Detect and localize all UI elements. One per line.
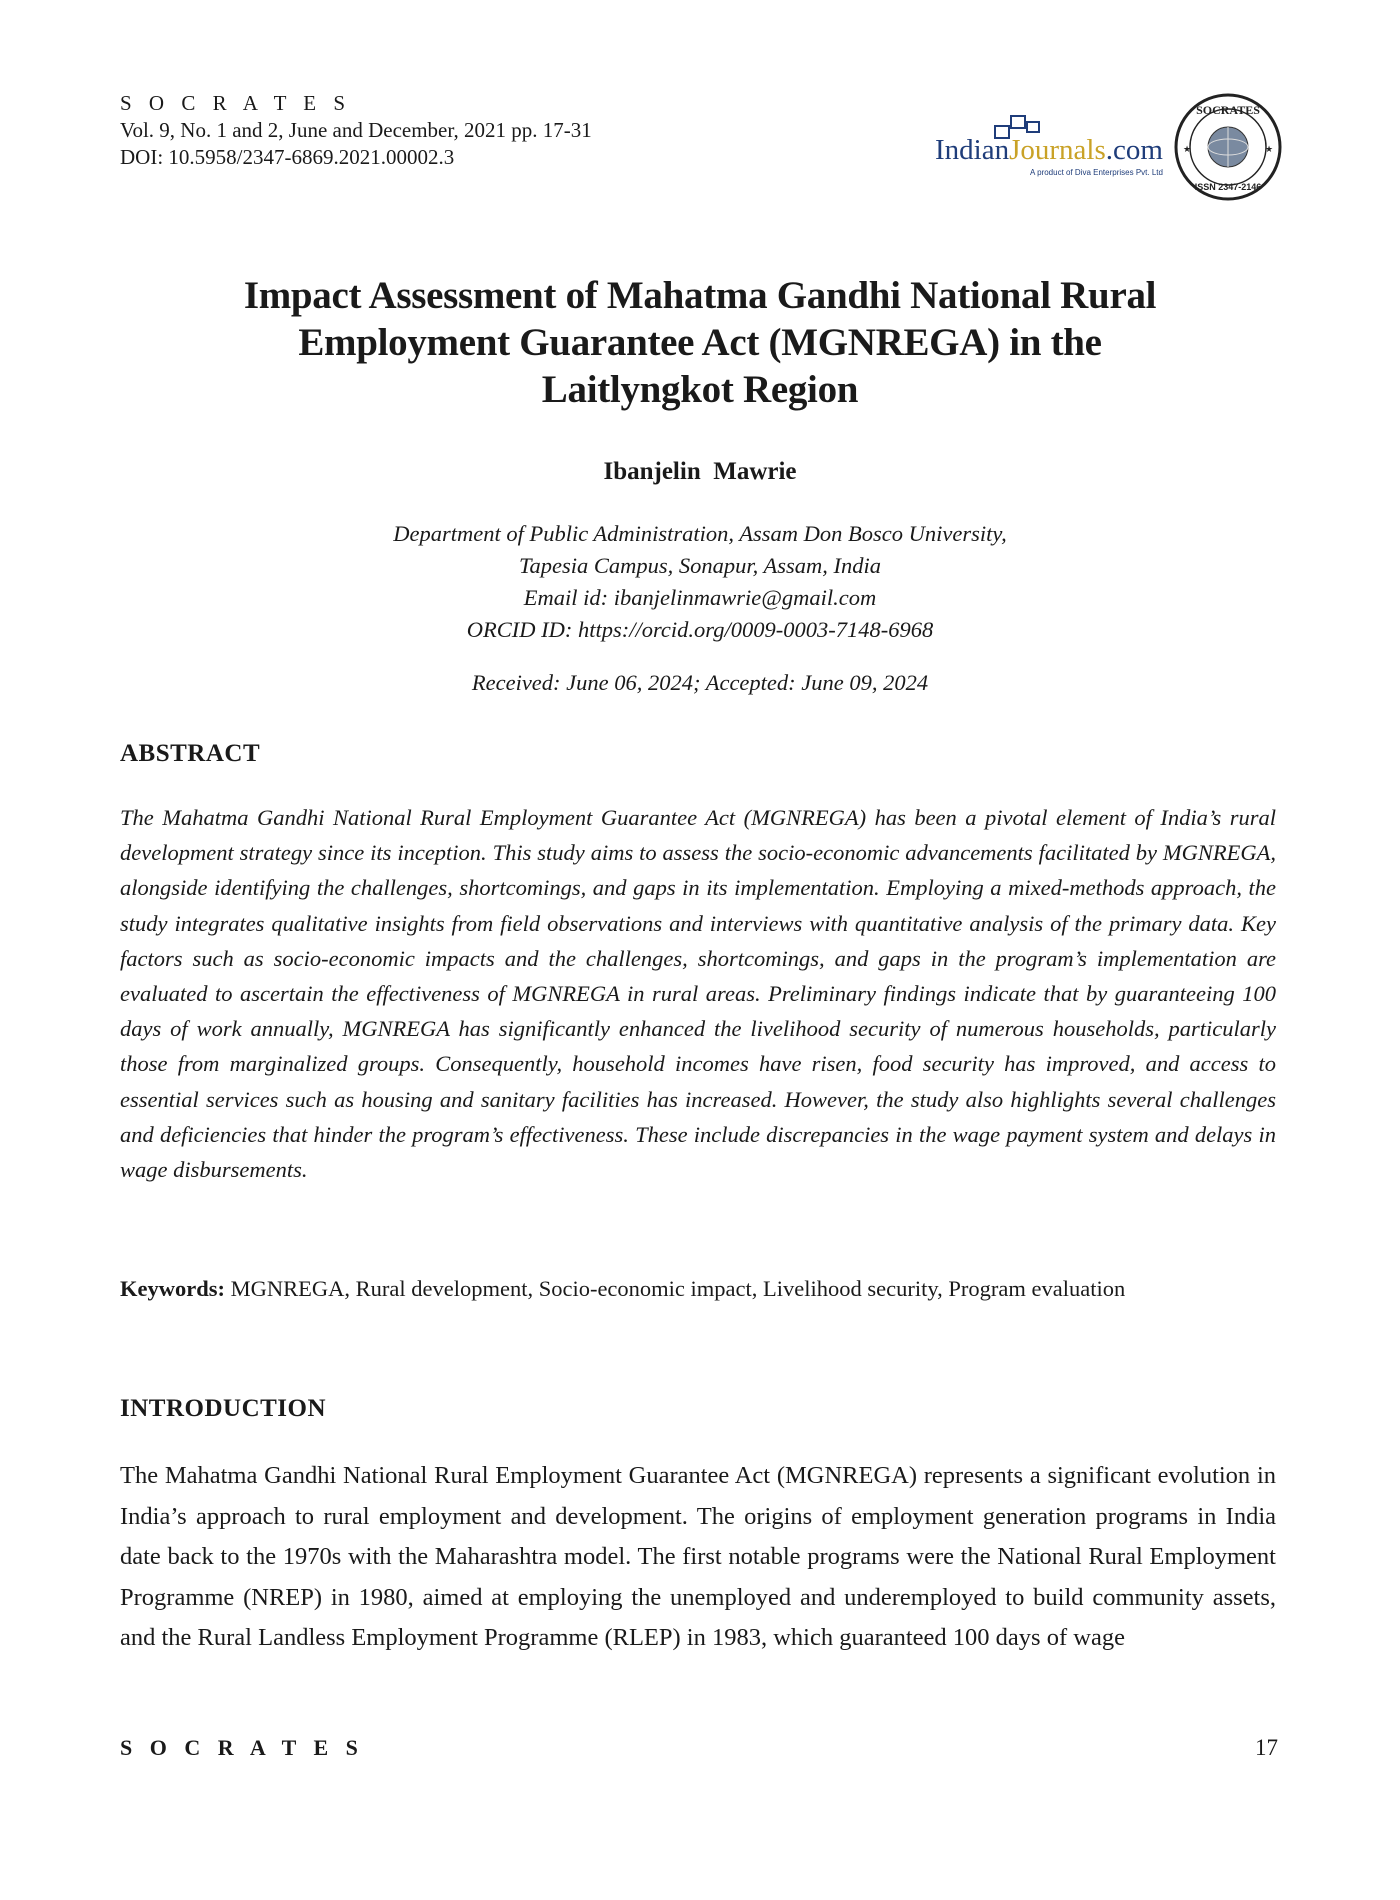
- logo-wordmark: IndianJournals.com: [935, 134, 1163, 166]
- svg-text:★: ★: [1264, 144, 1274, 154]
- introduction-heading: INTRODUCTION: [120, 1395, 327, 1422]
- keywords: [120, 1270, 1276, 1308]
- seal-bottom-text: ISSN 2347-2146: [1194, 182, 1262, 192]
- affiliation-line: Department of Public Administration, Assam Don Bosco University,: [393, 521, 1007, 546]
- footer-journal-name: S O C R A T E S: [120, 1735, 364, 1760]
- volume-info: Vol. 9, No. 1 and 2, June and December, 2021 pp. 17-31: [120, 118, 592, 142]
- keywords-list: MGNREGA, Rural development, Socio-economic impact, Livelihood security, Program evaluation: [225, 1276, 1126, 1301]
- author-name: Ibanjelin Mawrie: [603, 458, 797, 485]
- affiliation-line: Tapesia Campus, Sonapur, Assam, India: [519, 553, 881, 578]
- socrates-seal: [1173, 92, 1283, 202]
- indianjournals-logo: [935, 112, 1175, 182]
- journal-name: S O C R A T E S: [120, 91, 352, 115]
- logo-tagline: A product of Diva Enterprises Pvt. Ltd: [1030, 168, 1163, 177]
- title-line: Laitlyngkot Region: [541, 368, 859, 411]
- doi: DOI: 10.5958/2347-6869.2021.00002.3: [120, 145, 455, 169]
- article-title: [120, 272, 1280, 413]
- orcid-line: ORCID ID: https://orcid.org/0009-0003-7148-6968: [466, 617, 934, 642]
- author-affiliation: [120, 518, 1280, 646]
- svg-text:★: ★: [1182, 144, 1192, 154]
- abstract-text: The Mahatma Gandhi National Rural Employment Guarantee Act (MGNREGA) has been a pivotal element of India’s rural development strategy since its inception. This study aims to assess the socio-economic advancements facilitated by MGNREGA, alongside identifying the challenges, shortcomings, and gaps in its implementation. Employing a mixed-methods approach, the study integrates qualitative insights from field observations and interviews with quantitative analysis of the primary data. Key factors such as socio-economic impacts and the challenges, shortcomings, and gaps in the program’s implementation are evaluated to ascertain the effectiveness of MGNREGA in rural areas. Preliminary findings indicate that by guaranteeing 100 days of work annually, MGNREGA has significantly enhanced the livelihood security of numerous households, particularly those from marginalized groups. Consequently, household incomes have risen, food security has improved, and access to essential services such as housing and sanitary facilities has increased. However, the study also highlights several challenges and deficiencies that hinder the program’s effectiveness. These include discrepancies in the wage payment system and delays in wage disbursements.: [120, 805, 1276, 1183]
- publisher-logos: [935, 92, 1280, 212]
- title-line: Impact Assessment of Mahatma Gandhi National Rural: [243, 274, 1157, 317]
- page-number: 17: [1255, 1735, 1278, 1760]
- received-accepted-dates: Received: June 06, 2024; Accepted: June 09, 2024: [471, 670, 929, 695]
- title-line: Employment Guarantee Act (MGNREGA) in the: [298, 321, 1102, 364]
- abstract-heading: ABSTRACT: [120, 740, 261, 767]
- email-line: Email id: ibanjelinmawrie@gmail.com: [523, 585, 877, 610]
- introduction-text: The Mahatma Gandhi National Rural Employment Guarantee Act (MGNREGA) represents a significant evolution in India’s approach to rural employment and development. The origins of employment generation programs in India date back to the 1970s with the Maharashtra model. The first notable programs were the National Rural Employment Programme (NREP) in 1980, aimed at employing the unemployed and underemployed to build community assets, and the Rural Landless Employment Programme (RLEP) in 1983, which guaranteed 100 days of wage: [120, 1462, 1276, 1652]
- keywords-label: Keywords:: [120, 1276, 225, 1301]
- seal-top-text: SOCRATES: [1196, 103, 1260, 117]
- journal-header: [120, 90, 820, 171]
